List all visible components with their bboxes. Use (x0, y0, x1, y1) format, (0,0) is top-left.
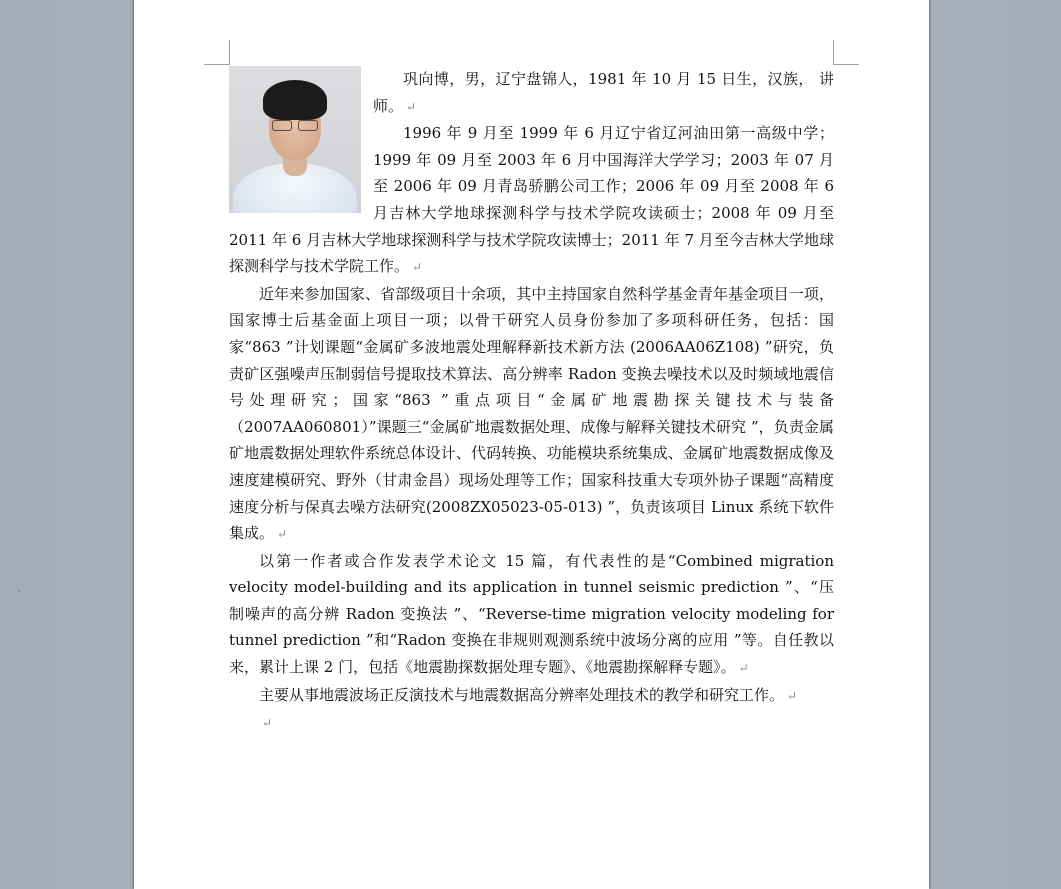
document-body[interactable] (229, 66, 834, 737)
paragraph-publications[interactable] (229, 548, 834, 682)
paragraph-research[interactable] (229, 682, 834, 710)
paragraph-mark-icon: ↵ (262, 716, 273, 731)
portrait-photo (229, 66, 361, 213)
paragraph-publications-text: 以第一作者或合作发表学术论文 15 篇，有代表性的是“Combined migration velocity model-building and its application in tunnel seismic prediction ”、“压制噪声的高分辨 Radon 变换法 ”、“Reverse-time migration velocity modeling for tunnel prediction ”和“Radon 变换在非规则观测系统中波场分离的应用 ”等。自任教以来，累计上课 2 门，包括《地震勘探数据处理专题》、《地震勘探解释专题》。 (229, 551, 834, 677)
paragraph-mark-icon: ↵ (738, 661, 749, 676)
margin-marker (18, 590, 20, 592)
crop-mark-top-right (833, 40, 859, 65)
paragraph-mark-icon: ↵ (787, 688, 798, 703)
paragraph-research-text: 主要从事地震波场正反演技术与地震数据高分辨率处理技术的教学和研究工作。 (259, 685, 785, 704)
paragraph-projects-text: 近年来参加国家、省部级项目十余项，其中主持国家自然科学基金青年基金项目一项，国家博士后基金面上项目一项；以骨干研究人员身份参加了多项科研任务，包括：国家“863 ”计划课题“金属矿多波地震处理解释新技术新方法 (2006AA06Z108) ”研究，负责矿区强噪声压制弱信号提取技术算法、高分辨率 Radon 变换去噪技术以及时频域地震信号处理研究；国家“863 ”重点项目“金属矿地震勘探关键技术与装备（2007AA060801）”课题三“金属矿地震数据处理、成像与解释关键技术研究 ”，负责金属矿地震数据处理软件系统总体设计、代码转换、功能模块系统集成、金属矿地震数据成像及速度建模研究、野外（甘肃金昌）现场处理等工作；国家科技重大专项外协子课题“高精度速度分析与保真去噪方法研究(2008ZX05023-05-013) ”，负责该项目 Linux 系统下软件集成。 (229, 284, 834, 543)
paragraph-mark-icon: ↵ (277, 527, 288, 542)
crop-mark-top-left (204, 40, 230, 65)
paragraph-mark-icon: ↵ (412, 260, 423, 275)
paragraph-mark-icon: ↵ (406, 99, 417, 114)
empty-paragraph[interactable] (229, 709, 834, 737)
photo-hair (263, 80, 327, 120)
paragraph-projects[interactable] (229, 281, 834, 548)
document-page[interactable] (134, 0, 929, 889)
paragraph-intro-text: 巩向博，男，辽宁盘锦人，1981 年 10 月 15 日生，汉族， 讲师。 (373, 70, 834, 115)
paragraph-education-text: 1996 年 9 月至 1999 年 6 月辽宁省辽河油田第一高级中学；1999 年 09 月至 2003 年 6 月中国海洋大学学习；2003 年 07 月至 2006 年 09 月青岛骄鹏公司工作；2006 年 09 月至 2008 年 6 月吉林大学地球探测科学与技术学院攻读硕士；2008 年 09 月至 2011 年 6 月吉林大学地球探测科学与技术学院攻读博士；2011 年 7 月至今吉林大学地球探测科学与技术学院工作。 (229, 124, 834, 276)
photo-glasses (272, 120, 318, 130)
